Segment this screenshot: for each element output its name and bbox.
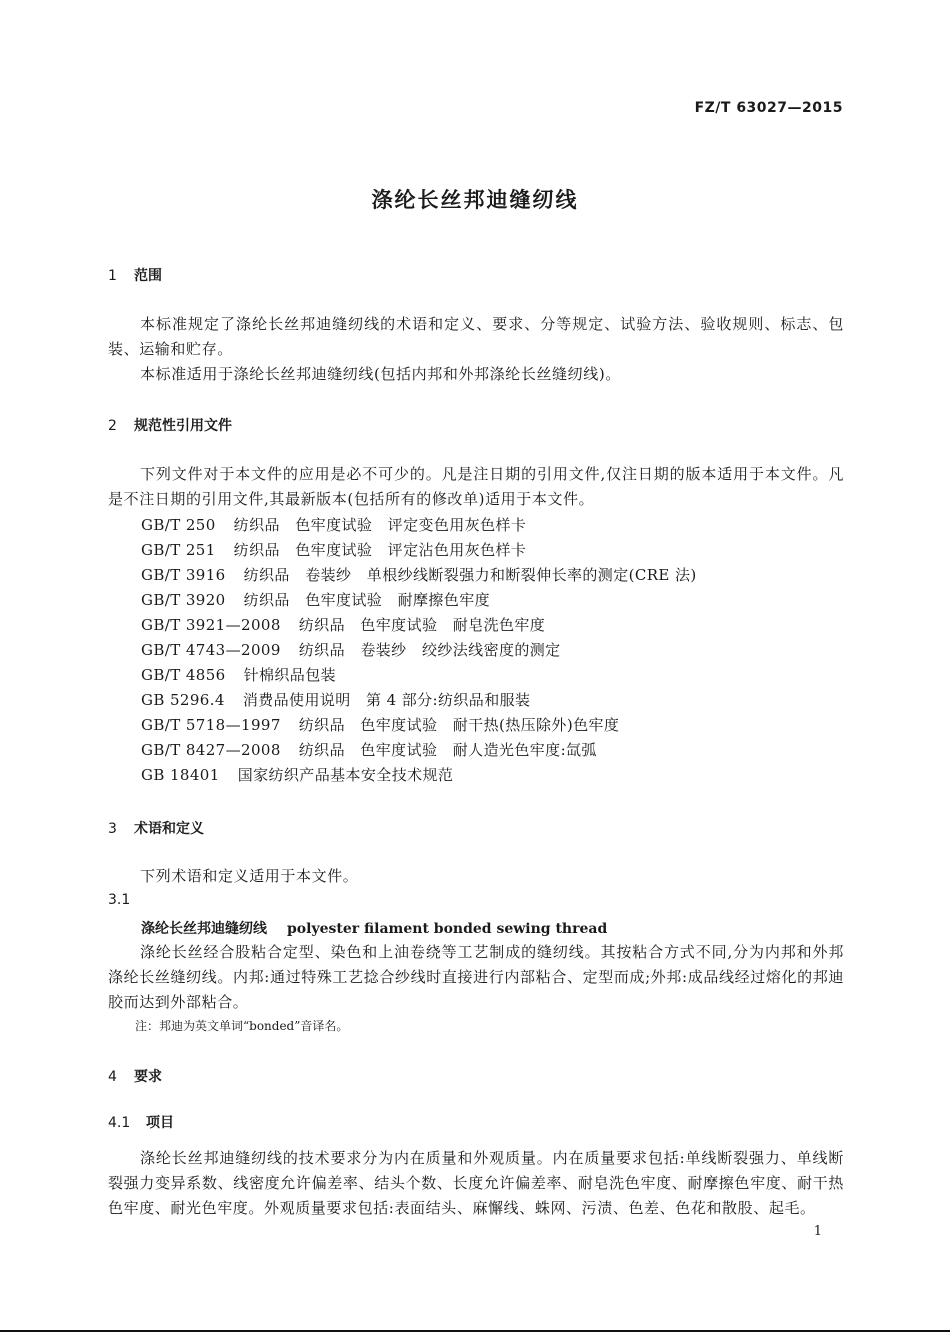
reference-title: 纺织品 卷装纱 单根纱线断裂强力和断裂伸长率的测定(CRE 法): [243, 566, 697, 584]
reference-title: 纺织品 色牢度试验 耐摩擦色牢度: [243, 591, 491, 609]
reference-item: [141, 739, 615, 760]
term-english: polyester filament bonded sewing thread: [287, 921, 608, 937]
reference-title: 纺织品 色牢度试验 耐干热(热压除外)色牢度: [298, 716, 620, 734]
reference-item: [141, 514, 544, 535]
term-note: 注：邦迪为英文单词“bonded”音译名。: [135, 1019, 349, 1033]
reference-code: GB/T 250: [141, 516, 216, 534]
section-3-paragraph-1: 下列术语和定义适用于本文件。: [140, 867, 359, 885]
section-2-paragraph-1: 下列文件对于本文件的应用是必不可少的。凡是注日期的引用文件,仅注日期的版本适用于本文件。凡是不注日期的引用文件,其最新版本(包括所有的修改单)适用于本文件。: [108, 465, 844, 508]
reference-title: 纺织品 色牢度试验 耐皂洗色牢度: [298, 616, 546, 634]
reference-code: GB/T 3920: [141, 591, 226, 609]
reference-code: GB 18401: [141, 766, 220, 784]
reference-code: GB/T 3916: [141, 566, 226, 584]
reference-item: [141, 614, 563, 635]
document-title: 涤纶长丝邦迪缝纫线: [371, 188, 579, 212]
standard-code: FZ/T 63027—2015: [694, 100, 843, 116]
reference-item: [141, 564, 715, 585]
reference-code: GB/T 251: [141, 541, 216, 559]
section-2-heading: [108, 415, 232, 435]
reference-item: [141, 539, 544, 560]
section-number: 1: [108, 268, 117, 284]
reference-code: GB 5296.4: [141, 691, 225, 709]
reference-code: GB/T 4856: [141, 666, 226, 684]
reference-item: [141, 764, 471, 785]
section-title: 要求: [134, 1069, 162, 1085]
reference-title: 纺织品 色牢度试验 耐人造光色牢度:氙弧: [298, 741, 597, 759]
reference-item: [141, 639, 579, 660]
section-number: 3: [108, 821, 117, 837]
subsection-4-1-heading: [108, 1112, 174, 1132]
term-entry: [141, 918, 607, 938]
reference-item: [141, 689, 548, 710]
reference-item: [141, 589, 508, 610]
reference-item: [141, 664, 354, 685]
reference-title: 消费品使用说明 第 4 部分:纺织品和服装: [242, 691, 531, 709]
section-4-paragraph-1: 涤纶长丝邦迪缝纫线的技术要求分为内在质量和外观质量。内在质量要求包括:单线断裂强力、单线断裂强力变异系数、线密度允许偏差率、结头个数、长度允许偏差率、耐皂洗色牢度、耐摩擦色牢度、耐干热色牢度、耐光色牢度。外观质量要求包括:表面结头、麻懈线、蛛网、污渍、色差、色花和散股、起毛。: [108, 1149, 844, 1217]
subsection-number: 4.1: [108, 1115, 131, 1131]
section-title: 术语和定义: [134, 821, 204, 837]
page-number: 1: [813, 1224, 822, 1239]
subsection-title: 项目: [146, 1115, 174, 1131]
section-1-paragraph-2: 本标准适用于涤纶长丝邦迪缝纫线(包括内邦和外邦涤纶长丝缝纫线)。: [140, 365, 621, 383]
section-3-heading: [108, 818, 204, 838]
reference-code: GB/T 5718—1997: [141, 716, 281, 734]
reference-title: 国家纺织产品基本安全技术规范: [237, 766, 454, 784]
reference-code: GB/T 3921—2008: [141, 616, 281, 634]
section-4-heading: [108, 1066, 162, 1086]
section-title: 范围: [134, 268, 162, 284]
reference-title: 纺织品 色牢度试验 评定沾色用灰色样卡: [233, 541, 527, 559]
reference-title: 纺织品 色牢度试验 评定变色用灰色样卡: [233, 516, 527, 534]
term-definition: 涤纶长丝经合股粘合定型、染色和上油卷绕等工艺制成的缝纫线。其按粘合方式不同,分为内邦和外邦涤纶长丝缝纫线。内邦:通过特殊工艺捻合纱线时直接进行内部粘合、定型而成;外邦:成品线经过熔化的邦迪胶而达到外部粘合。: [108, 943, 844, 1011]
section-1-paragraph-1: 本标准规定了涤纶长丝邦迪缝纫线的术语和定义、要求、分等规定、试验方法、验收规则、标志、包装、运输和贮存。: [108, 315, 844, 358]
subsection-number: 3.1: [108, 892, 131, 908]
section-1-heading: [108, 265, 162, 285]
term-chinese: 涤纶长丝邦迪缝纫线: [141, 921, 267, 937]
reference-title: 纺织品 卷装纱 绞纱法线密度的测定: [298, 641, 561, 659]
reference-code: GB/T 4743—2009: [141, 641, 281, 659]
bottom-rule: [0, 1330, 950, 1332]
section-number: 4: [108, 1069, 117, 1085]
reference-code: GB/T 8427—2008: [141, 741, 281, 759]
reference-title: 针棉织品包装: [243, 666, 337, 684]
section-number: 2: [108, 418, 117, 434]
reference-item: [141, 714, 637, 735]
section-title: 规范性引用文件: [134, 418, 232, 434]
